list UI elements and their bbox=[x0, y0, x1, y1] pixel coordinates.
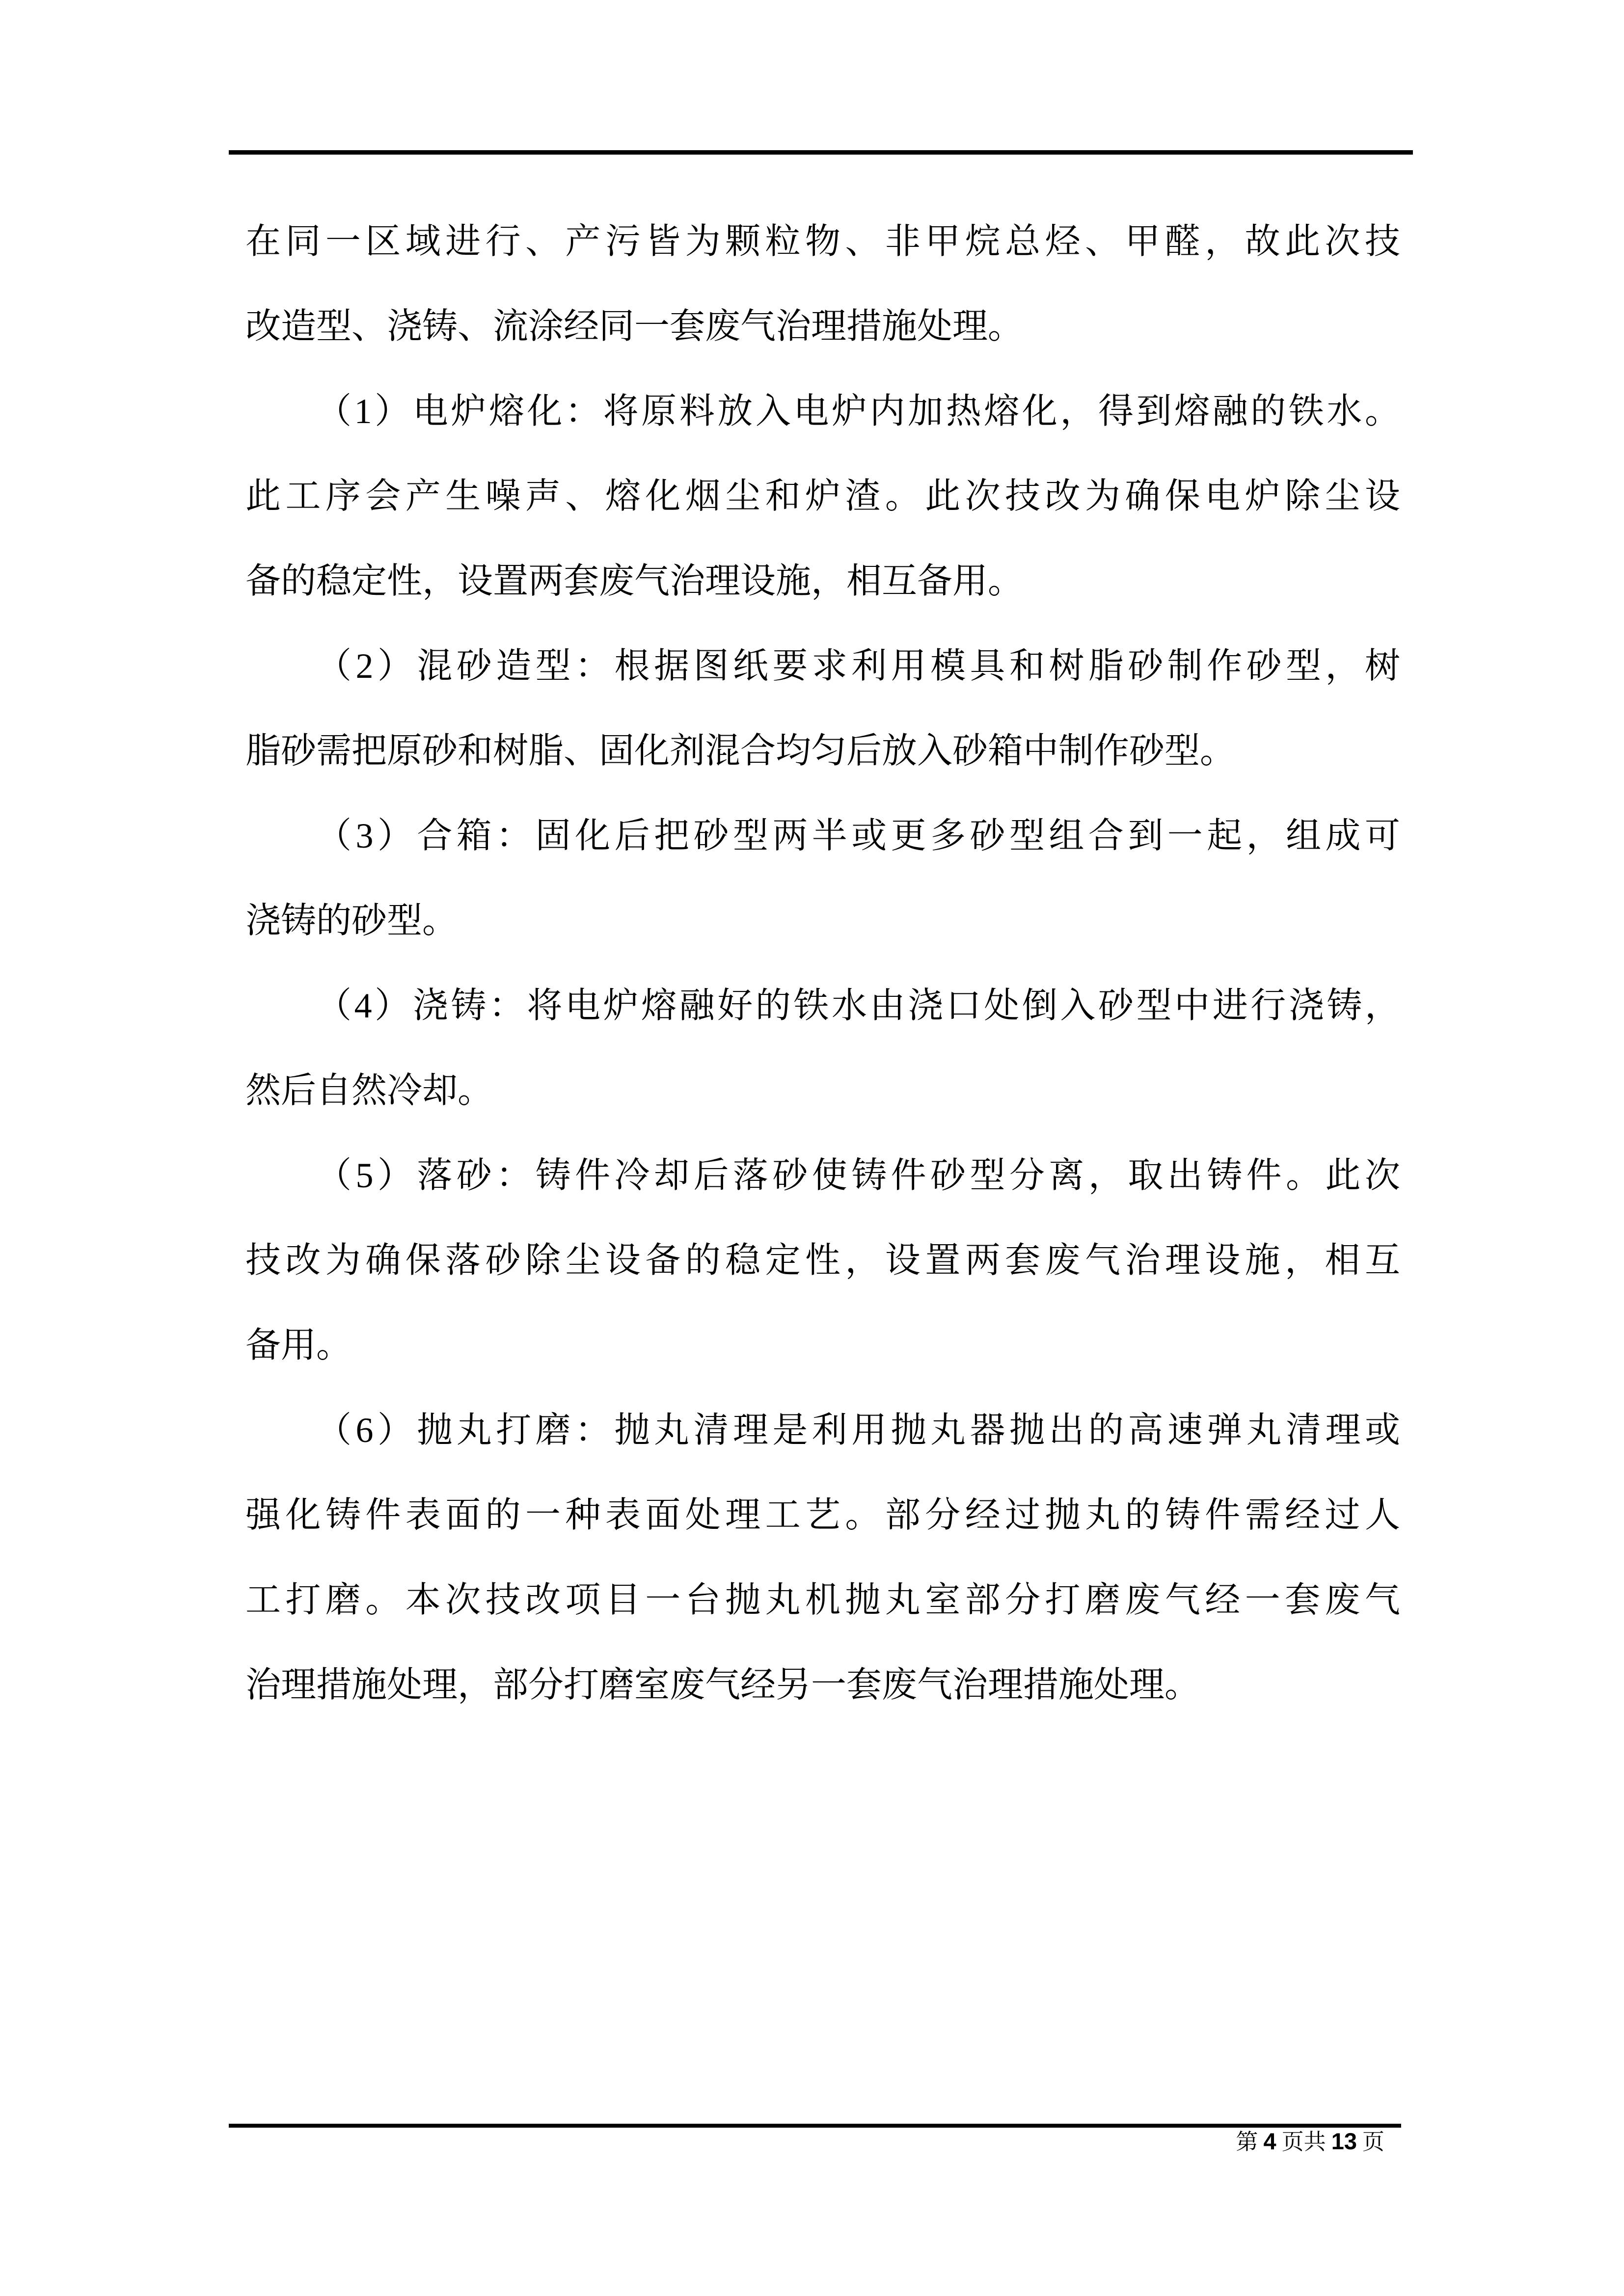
body-text-line: 在同一区域进行、产污皆为颗粒物、非甲烷总烃、甲醛，故此次技 bbox=[245, 222, 1400, 261]
footer-label-middle: 页共 bbox=[1281, 2130, 1326, 2154]
body-text-line: 技改为确保落砂除尘设备的稳定性，设置两套废气治理设施，相互 bbox=[245, 1241, 1400, 1280]
body-text-line: 工打磨。本次技改项目一台抛丸机抛丸室部分打磨废气经一套废气 bbox=[245, 1580, 1400, 1620]
body-text-line: 浇铸的砂型。 bbox=[245, 901, 458, 940]
body-text-line: （1）电炉熔化：将原料放入电炉内加热熔化，得到熔融的铁水。 bbox=[316, 392, 1400, 431]
footer-rule bbox=[229, 2124, 1401, 2128]
body-text-line: 脂砂需把原砂和树脂、固化剂混合均匀后放入砂箱中制作砂型。 bbox=[245, 731, 1236, 771]
body-text-line: 然后自然冷却。 bbox=[245, 1071, 493, 1110]
footer-label-prefix: 第 bbox=[1236, 2130, 1258, 2154]
footer-label-suffix: 页 bbox=[1362, 2130, 1384, 2154]
paragraph bbox=[245, 369, 1400, 624]
body-text-line: （3）合箱：固化后把砂型两半或更多砂型组合到一起，组成可 bbox=[316, 816, 1400, 855]
body-text-line: 改造型、浇铸、流涂经同一套废气治理措施处理。 bbox=[245, 307, 1024, 346]
paragraph bbox=[245, 199, 1400, 369]
paragraph bbox=[245, 963, 1400, 1133]
paragraph bbox=[245, 1133, 1400, 1388]
paragraph bbox=[245, 1388, 1400, 1728]
body-text-line: 备的稳定性，设置两套废气治理设施，相互备用。 bbox=[245, 561, 1024, 601]
paragraph bbox=[245, 794, 1400, 963]
document-body bbox=[245, 199, 1400, 1728]
body-text-line: 强化铸件表面的一种表面处理工艺。部分经过抛丸的铸件需经过人 bbox=[245, 1495, 1400, 1535]
header-rule bbox=[229, 150, 1413, 155]
body-text-line: （6）抛丸打磨：抛丸清理是利用抛丸器抛出的高速弹丸清理或 bbox=[316, 1411, 1400, 1450]
footer-current-page-number: 4 bbox=[1263, 2128, 1276, 2154]
body-text-line: 治理措施处理，部分打磨室废气经另一套废气治理措施处理。 bbox=[245, 1665, 1200, 1705]
footer-total-pages-number: 13 bbox=[1331, 2128, 1357, 2154]
body-text-line: （2）混砂造型：根据图纸要求利用模具和树脂砂制作砂型，树 bbox=[316, 646, 1400, 686]
paragraph bbox=[245, 624, 1400, 794]
page-number-footer bbox=[1236, 2127, 1384, 2156]
body-text-line: 此工序会产生噪声、熔化烟尘和炉渣。此次技改为确保电炉除尘设 bbox=[245, 477, 1400, 516]
body-text-line: （4）浇铸：将电炉熔融好的铁水由浇口处倒入砂型中进行浇铸， bbox=[316, 986, 1400, 1025]
body-text-line: （5）落砂：铸件冷却后落砂使铸件砂型分离，取出铸件。此次 bbox=[316, 1156, 1400, 1195]
body-text-line: 备用。 bbox=[245, 1326, 352, 1365]
